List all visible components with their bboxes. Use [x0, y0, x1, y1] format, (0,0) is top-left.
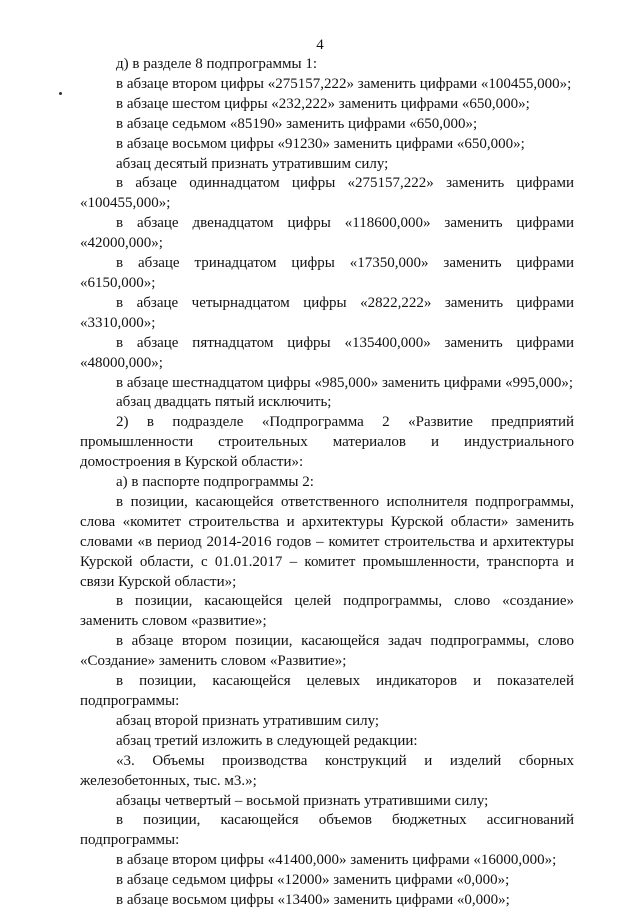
- paragraph: в абзаце втором позиции, касающейся задач подпрограммы, слово «Создание» заменить словом «Развитие»;: [80, 633, 574, 670]
- paragraph: в позиции, касающейся объемов бюджетных ассигнований подпрограммы:: [80, 812, 574, 849]
- paragraph: в позиции, касающейся целевых индикаторов и показателей подпрограммы:: [80, 673, 574, 709]
- paragraph: в абзаце пятнадцатом цифры «135400,000» заменить цифрами «48000,000»;: [80, 334, 574, 371]
- paragraph: в абзаце двенадцатом цифры «118600,000» заменить цифрами «42000,000»;: [80, 215, 574, 252]
- paragraph: в абзаце втором цифры «275157,222» заменить цифрами «100455,000»;: [116, 75, 572, 92]
- paragraph: в абзаце одиннадцатом цифры «275157,222» заменить цифрами «100455,000»;: [80, 175, 574, 212]
- paragraph: «3. Объемы производства конструкций и изделий сборных железобетонных, тыс. м3.»;: [80, 752, 574, 789]
- paragraph: в абзаце седьмом цифры «12000» заменить цифрами «0,000»;: [116, 872, 510, 889]
- paragraph: в абзаце восьмом цифры «91230» заменить цифрами «650,000»;: [116, 135, 525, 152]
- paragraph: в абзаце четырнадцатом цифры «2822,222» заменить цифрами «3310,000»;: [80, 294, 574, 331]
- scan-artifact-dot: [59, 92, 62, 95]
- paragraph: в абзаце седьмом «85190» заменить цифрами «650,000»;: [116, 115, 478, 132]
- paragraph: абзацы четвертый – восьмой признать утратившими силу;: [116, 792, 489, 809]
- paragraph: в абзаце шестнадцатом цифры «985,000» заменить цифрами «995,000»;: [116, 374, 574, 391]
- document-body: [80, 55, 574, 911]
- paragraph: абзац третий изложить в следующей редакции:: [116, 732, 418, 749]
- paragraph: в позиции, касающейся целей подпрограммы, слово «создание» заменить словом «развитие»;: [80, 593, 574, 630]
- paragraph-section-8-heading: д) в разделе 8 подпрограммы 1:: [116, 56, 317, 72]
- paragraph: в абзаце восьмом цифры «13400» заменить цифрами «0,000»;: [116, 892, 510, 909]
- paragraph-subprogram-2-heading: 2) в подразделе «Подпрограмма 2 «Развитие предприятий промышленности строительных материалов и индустриального домостроения в Курской области»:: [80, 414, 574, 471]
- paragraph: в абзаце шестом цифры «232,222» заменить цифрами «650,000»;: [116, 95, 530, 112]
- paragraph: в абзаце тринадцатом цифры «17350,000» заменить цифрами «6150,000»;: [80, 255, 574, 291]
- page-number: 4: [316, 37, 324, 53]
- paragraph: абзац десятый признать утратившим силу;: [116, 155, 389, 172]
- paragraph: в абзаце втором цифры «41400,000» заменить цифрами «16000,000»;: [116, 852, 557, 869]
- paragraph: а) в паспорте подпрограммы 2:: [116, 474, 314, 491]
- paragraph: абзац второй признать утратившим силу;: [116, 712, 380, 729]
- paragraph: абзац двадцать пятый исключить;: [116, 394, 332, 411]
- paragraph: в позиции, касающейся ответственного исполнителя подпрограммы, слова «комитет строительства и архитектуры Курской области» заменить словами «в период 2014-2016 годов – комитет строительства и архитектуры Курской области, с 01.01.2017 – комитет промышленности, транспорта и связи Курской области»;: [80, 493, 574, 590]
